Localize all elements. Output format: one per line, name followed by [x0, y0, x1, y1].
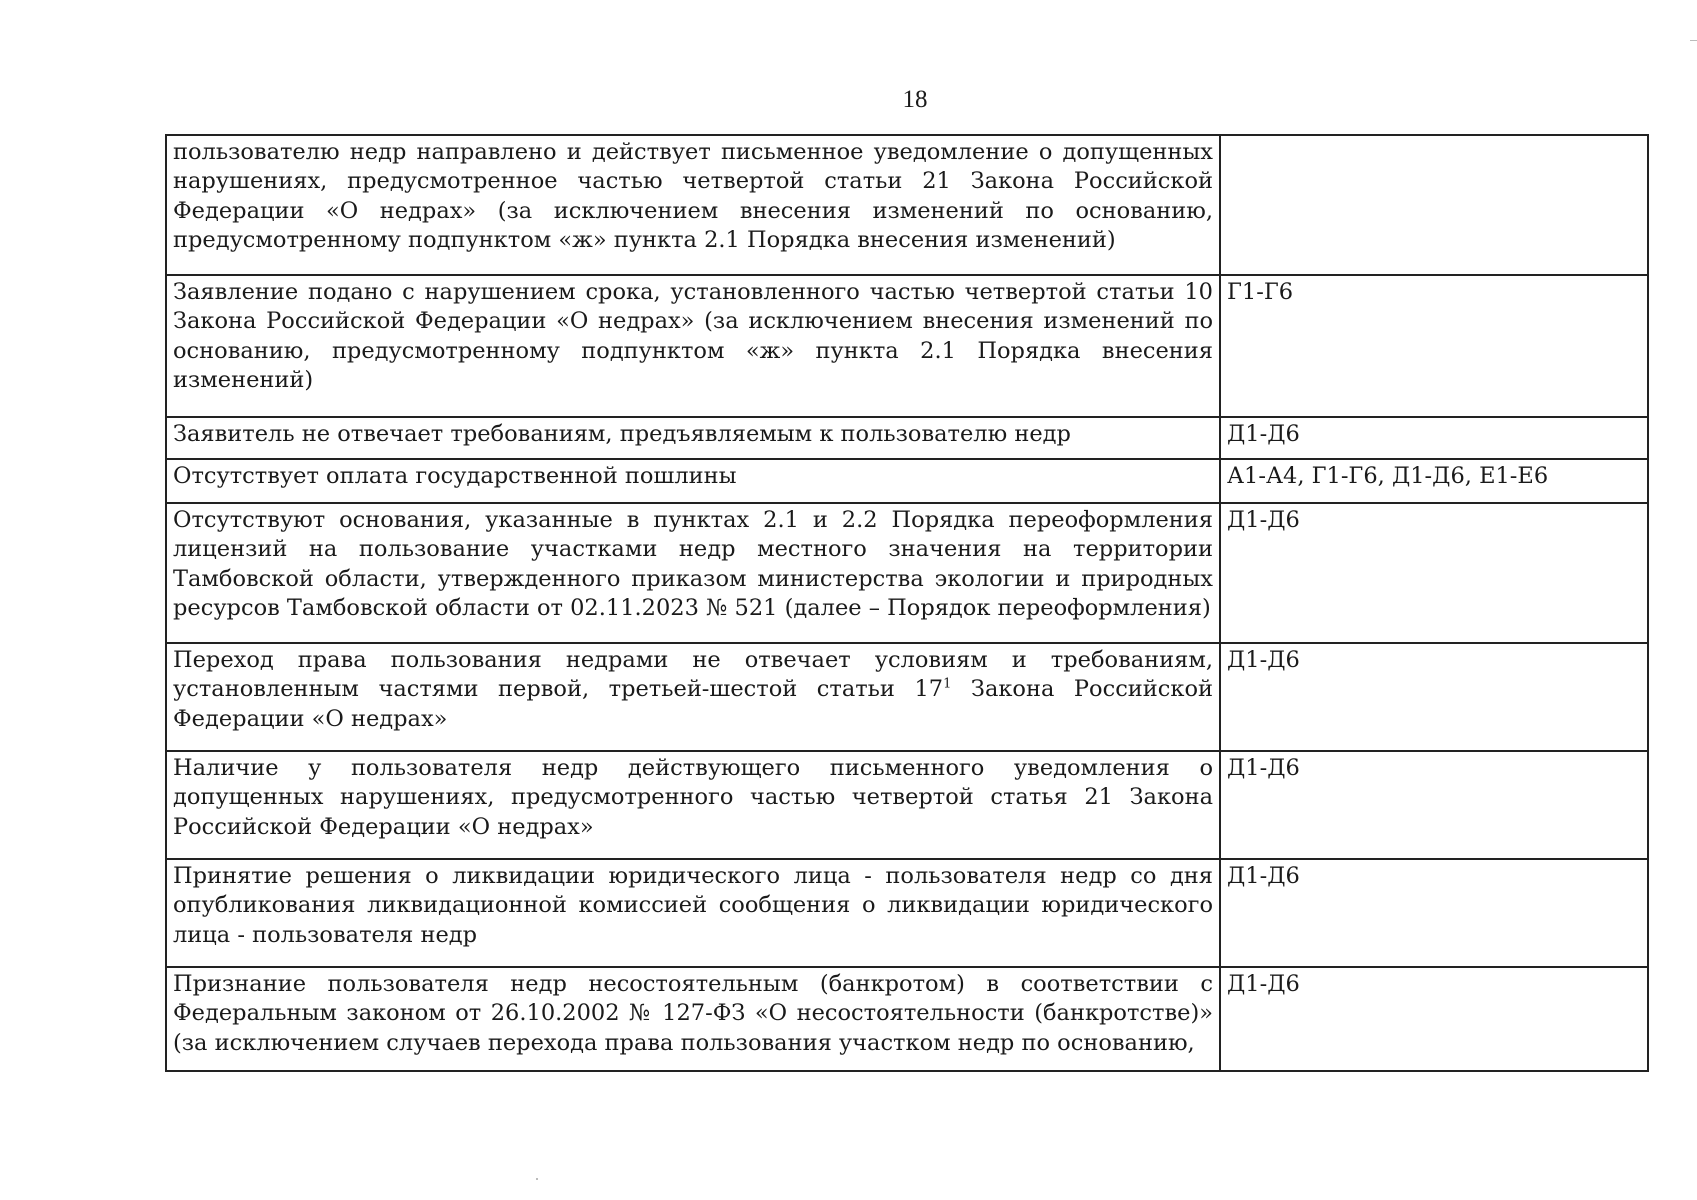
table-row — [166, 275, 1648, 417]
code-cell: Д1-Д6 — [1220, 967, 1648, 1071]
reason-cell: Отсутствуют основания, указанные в пунктах 2.1 и 2.2 Порядка переоформления лицензий на пользование участками недр местного значения на территории Тамбовской области, утвержденного приказом министерства экологии и природных ресурсов Тамбовской области от 02.11.2023 № 521 (далее – Порядок переоформления) — [166, 503, 1220, 643]
reason-cell: Заявитель не отвечает требованиям, предъявляемым к пользователю недр — [166, 417, 1220, 459]
table-row — [166, 967, 1648, 1071]
superscript: 1 — [943, 676, 952, 692]
code-cell: Д1-Д6 — [1220, 643, 1648, 751]
table-row — [166, 859, 1648, 967]
reason-cell: Заявление подано с нарушением срока, установленного частью четвертой статьи 10 Закона Российской Федерации «О недрах» (за исключением внесения изменений по основанию, предусмотренному подпунктом «ж» пункта 2.1 Порядка внесения изменений) — [166, 275, 1220, 417]
reason-text: Переход права пользования недрами не отвечает условиям и требованиям, установленным частями первой, третьей-шестой статьи 17 — [173, 647, 1213, 703]
reason-cell: Принятие решения о ликвидации юридического лица - пользователя недр со дня опубликования ликвидационной комиссией сообщения о ликвидации юридического лица - пользователя недр — [166, 859, 1220, 967]
table-row — [166, 503, 1648, 643]
reason-cell: пользователю недр направлено и действует письменное уведомление о допущенных нарушениях, предусмотренное частью четвертой статьи 21 Закона Российской Федерации «О недрах» (за исключением внесения изменений по основанию, предусмотренному подпунктом «ж» пункта 2.1 Порядка внесения изменений) — [166, 135, 1220, 275]
code-cell: Г1-Г6 — [1220, 275, 1648, 417]
table-row — [166, 135, 1648, 275]
code-cell: Д1-Д6 — [1220, 751, 1648, 859]
reason-cell: Отсутствует оплата государственной пошлины — [166, 459, 1220, 503]
scan-artifact — [536, 1178, 538, 1180]
code-cell: Д1-Д6 — [1220, 417, 1648, 459]
reason-cell: Наличие у пользователя недр действующего письменного уведомления о допущенных нарушениях, предусмотренного частью четвертой статья 21 Закона Российской Федерации «О недрах» — [166, 751, 1220, 859]
reason-cell: Признание пользователя недр несостоятельным (банкротом) в соответствии с Федеральным законом от 26.10.2002 № 127-ФЗ «О несостоятельности (банкротстве)» (за исключением случаев перехода права пользования участком недр по основанию, — [166, 967, 1220, 1071]
scan-artifact — [1690, 40, 1697, 41]
page-number: 18 — [902, 86, 928, 113]
table-row — [166, 643, 1648, 751]
code-cell — [1220, 135, 1648, 275]
refusal-grounds-table — [165, 134, 1649, 1072]
code-cell: Д1-Д6 — [1220, 503, 1648, 643]
code-cell: Д1-Д6 — [1220, 859, 1648, 967]
table-row — [166, 459, 1648, 503]
table-row — [166, 751, 1648, 859]
reason-text: Закона Российской Федерации «О недрах» — [173, 676, 1214, 732]
reason-cell — [166, 643, 1220, 751]
code-cell: А1-А4, Г1-Г6, Д1-Д6, Е1-Е6 — [1220, 459, 1648, 503]
table-row — [166, 417, 1648, 459]
